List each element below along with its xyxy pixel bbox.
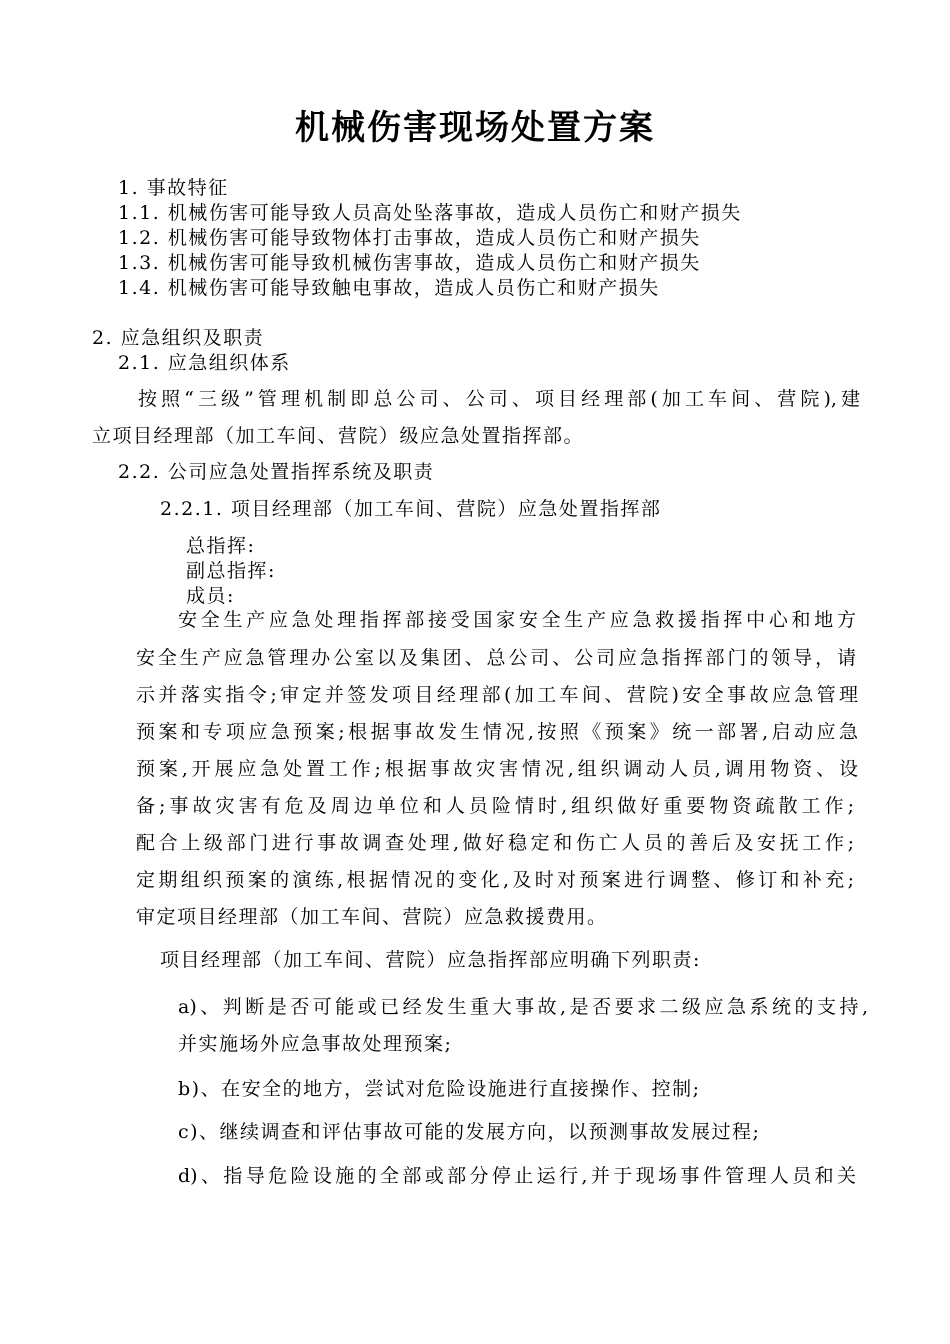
paragraph-line: 安全生产应急处理指挥部接受国家安全生产应急救援指挥中心和地方 [178,609,856,631]
duty-item-c: c)、继续调查和评估事故可能的发展方向，以预测事故发展过程; [178,1121,761,1143]
section-1-item: 1.2. 机械伤害可能导致物体打击事故，造成人员伤亡和财产损失 [118,227,701,249]
duty-item-d: d)、指导危险设施的全部或部分停止运行,并于现场事件管理人员和关 [178,1165,856,1187]
section-1-item: 1.1. 机械伤害可能导致人员高处坠落事故，造成人员伤亡和财产损失 [118,202,742,224]
duty-item-b: b)、在安全的地方，尝试对危险设施进行直接操作、控制; [178,1078,701,1100]
section-1-item: 1.4. 机械伤害可能导致触电事故，造成人员伤亡和财产损失 [118,277,660,299]
paragraph-line: 示并落实指令;审定并签发项目经理部(加工车间、营院)安全事故应急管理 [136,684,858,706]
paragraph-line: 定期组织预案的演练,根据情况的变化,及时对预案进行调整、修订和补充; [136,869,854,891]
section-1-item: 1.3. 机械伤害可能导致机械伤害事故，造成人员伤亡和财产损失 [118,252,701,274]
role-label: 总指挥: [186,535,256,557]
paragraph-line: 立项目经理部（加工车间、营院）级应急处置指挥部。 [92,425,585,447]
document-title: 机械伤害现场处置方案 [295,108,655,148]
paragraph-line: 按照“三级”管理机制即总公司、公司、项目经理部(加工车间、营院),建 [138,388,860,410]
section-2-1-heading: 2.1. 应急组织体系 [118,352,291,374]
section-1-heading: 1. 事故特征 [118,177,229,199]
duty-item-a: a)、判断是否可能或已经发生重大事故,是否要求二级应急系统的支持, [178,996,868,1018]
paragraph-line: 安全生产应急管理办公室以及集团、总公司、公司应急指挥部门的领导，请 [136,647,856,669]
section-2-2-heading: 2.2. 公司应急处置指挥系统及职责 [118,461,435,483]
role-label: 副总指挥: [186,560,276,582]
role-label: 成员: [186,585,235,607]
paragraph-line: 预案和专项应急预案;根据事故发生情况,按照《预案》统一部署,启动应急 [136,721,858,743]
paragraph-line: 配合上级部门进行事故调查处理,做好稳定和伤亡人员的善后及安抚工作; [136,832,854,854]
paragraph-line: 预案,开展应急处置工作;根据事故灾害情况,组织调动人员,调用物资、设 [136,758,858,780]
section-2-heading: 2. 应急组织及职责 [92,327,265,349]
paragraph-line: 审定项目经理部（加工车间、营院）应急救援费用。 [136,906,608,928]
section-2-2-1-heading: 2.2.1. 项目经理部（加工车间、营院）应急处置指挥部 [160,498,662,520]
duty-item-a-continued: 并实施场外应急事故处理预案; [178,1033,453,1055]
paragraph-line: 备;事故灾害有危及周边单位和人员险情时,组织做好重要物资疏散工作; [136,795,854,817]
duties-intro: 项目经理部（加工车间、营院）应急指挥部应明确下列职责: [160,949,701,971]
